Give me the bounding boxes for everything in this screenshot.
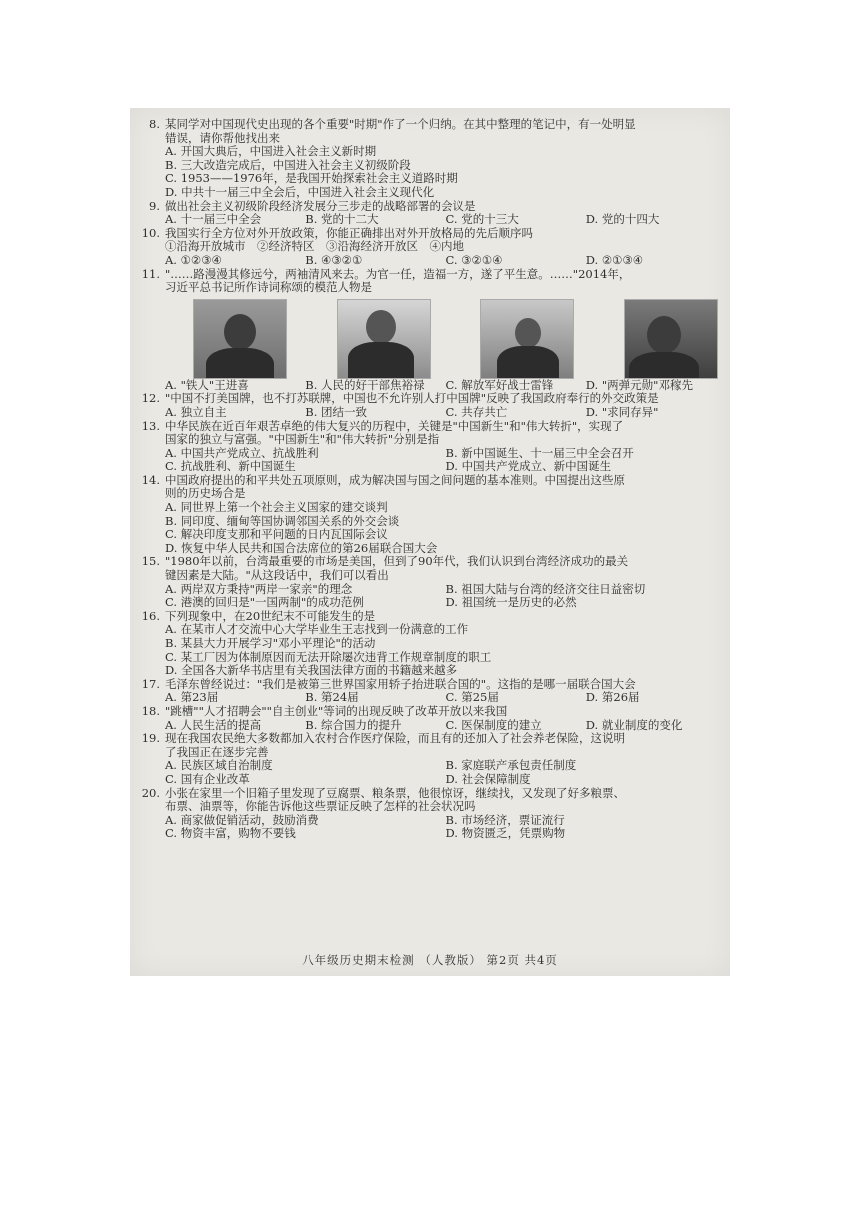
answer-options <box>165 447 726 474</box>
question <box>138 474 726 556</box>
answer-option: A. 人民生活的提高 <box>165 718 262 732</box>
question-body <box>165 678 726 705</box>
question-number: 19. <box>141 731 160 746</box>
question-body <box>165 200 726 227</box>
answer-option: D. 社会保障制度 <box>445 772 531 786</box>
answer-option: B. 家庭联产承包责任制度 <box>445 759 577 773</box>
answer-options <box>165 583 726 610</box>
answer-option: B. 祖国大陆与台湾的经济交往日益密切 <box>445 582 646 596</box>
question-number: 8. <box>149 117 160 131</box>
question <box>138 732 726 786</box>
portrait-photo-2 <box>337 299 431 379</box>
question-number: 9. <box>149 198 160 213</box>
question <box>138 420 726 474</box>
answer-option: C. 国有企业改革 <box>165 772 250 786</box>
question <box>138 392 726 419</box>
answer-option: C. 抗战胜利、新中国诞生 <box>165 460 296 474</box>
question-number: 18. <box>141 703 160 718</box>
portrait-shoulders <box>497 346 559 379</box>
question-body <box>165 732 726 786</box>
answer-options <box>165 145 726 199</box>
answer-options <box>165 814 726 841</box>
question-stem-line: "……路漫漫其修远兮，两袖清风来去。为官一任，造福一方，遂了平生意。……"2014年， <box>165 267 631 281</box>
question-stem-line: 现在我国农民绝大多数都加入农村合作医疗保险，而且有的还加入了社会养老保险，这说明 <box>165 732 625 746</box>
question-list <box>138 118 726 841</box>
question-number: 13. <box>141 418 160 433</box>
portrait-head <box>224 314 256 350</box>
question-stem-line: 习近平总书记所作诗词称颂的模范人物是 <box>165 281 372 295</box>
answer-option: C. 党的十三大 <box>445 213 519 227</box>
question <box>138 705 726 732</box>
answer-option: C. 解决印度支那和平问题的日内瓦国际会议 <box>165 528 388 542</box>
question-stem-line: 国家的独立与富强。"中国新生"和"伟大转折"分别是指 <box>165 433 440 447</box>
answer-options <box>165 213 726 227</box>
portrait-shoulders <box>206 348 274 379</box>
question <box>138 227 726 268</box>
question-stem-line: 某同学对中国现代史出现的各个重要"时期"作了一个归纳。在其中整理的笔记中，有一处明显 <box>165 118 636 131</box>
answer-option: B. 市场经济，票证流行 <box>445 813 565 827</box>
answer-option: B. 某县大力开展学习"邓小平理论"的活动 <box>165 637 376 650</box>
question-stem-line: 则的历史场合是 <box>165 487 246 501</box>
answer-option: B. 新中国诞生、十一届三中全会召开 <box>445 446 634 460</box>
answer-option: D. 党的十四大 <box>585 213 660 227</box>
answer-option: C. 医保制度的建立 <box>445 718 542 732</box>
question <box>138 787 726 841</box>
question-stem-line: 我国实行全方位对外开放政策，你能正确排出对外开放格局的先后顺序吗 <box>165 226 533 240</box>
answer-option: B. 三大改造完成后，中国进入社会主义初级阶段 <box>165 158 411 172</box>
question <box>138 678 726 705</box>
question-number: 16. <box>141 608 160 623</box>
question-number: 11. <box>141 266 160 281</box>
question-number: 15. <box>141 554 160 569</box>
answer-option: D. 中国共产党成立、新中国诞生 <box>445 460 612 474</box>
answer-option: A. ①②③④ <box>165 253 222 267</box>
portrait-head <box>366 310 396 344</box>
answer-options <box>165 379 726 393</box>
portrait-shoulders <box>629 352 699 379</box>
question <box>138 610 726 678</box>
answer-option: A. 同世界上第一个社会主义国家的建交谈判 <box>165 501 388 515</box>
question-stem-line: "跳槽""人才招聘会""自主创业"等词的出现反映了改革开放以来我国 <box>165 704 508 718</box>
question <box>138 268 726 393</box>
question-body <box>165 420 726 474</box>
portrait-photo-1 <box>193 299 287 379</box>
answer-options <box>165 501 726 555</box>
question-stem-line: 下列现象中，在20世纪末不可能发生的是 <box>165 609 376 623</box>
answer-option: D. "两弹元勋"邓稼先 <box>585 378 693 392</box>
question-body <box>165 118 726 200</box>
exam-page <box>130 108 730 976</box>
answer-option: C. 解放军好战士雷锋 <box>445 378 554 392</box>
answer-option: C. 1953——1976年，是我国开始探索社会主义道路时期 <box>165 172 458 186</box>
question-stem-line: "1980年以前，台湾最重要的市场是美国，但到了90年代，我们认识到台湾经济成功的最关 <box>165 555 629 569</box>
portrait-photo-3 <box>480 299 574 379</box>
portrait-shoulders <box>348 342 414 379</box>
question-body <box>165 268 726 393</box>
question-stem-line: 小张在家里一个旧箱子里发现了豆腐票、粮条票，他很惊讶，继续找，又发现了好多粮票、 <box>165 786 625 800</box>
answer-option: B. 团结一致 <box>305 405 368 419</box>
question-body <box>165 392 726 419</box>
question-stem-line: 中华民族在近百年艰苦卓绝的伟大复兴的历程中，关键是"中国新生"和"伟大转折"，实现了 <box>165 419 624 433</box>
answer-option: D. 恢复中华人民共和国合法席位的第26届联合国大会 <box>165 541 438 555</box>
answer-option: A. 两岸双方秉持"两岸一家亲"的理念 <box>165 582 353 596</box>
answer-options <box>165 691 726 705</box>
answer-option: D. 第26届 <box>585 691 640 705</box>
question <box>138 118 726 200</box>
question-body <box>165 227 726 268</box>
answer-option: D. 全国各大新华书店里有关我国法律方面的书籍越来越多 <box>165 664 458 678</box>
question-body <box>165 787 726 841</box>
answer-option: D. 物资匮乏，凭票购物 <box>445 827 566 841</box>
answer-option: A. 第23届 <box>165 691 219 705</box>
answer-option: B. 综合国力的提升 <box>305 718 402 732</box>
question-body <box>165 610 726 678</box>
answer-option: A. 十一届三中全会 <box>165 213 262 227</box>
question-stem-line: 中国政府提出的和平共处五项原则，成为解决国与国之间问题的基本准则。中国提出这些原 <box>165 473 625 487</box>
answer-option: B. ④③②① <box>305 253 363 267</box>
answer-option: A. "铁人"王进喜 <box>165 378 249 392</box>
answer-option: B. 人民的好干部焦裕禄 <box>305 378 425 392</box>
answer-option: B. 同印度、缅甸等国协调邻国关系的外交会谈 <box>165 514 400 528</box>
question-number: 10. <box>141 225 160 240</box>
question-number: 14. <box>141 472 160 487</box>
answer-option: D. 就业制度的变化 <box>585 718 683 732</box>
answer-options <box>165 759 726 786</box>
question-stem-line: "中国不打美国牌，也不打苏联牌，中国也不允许别人打中国牌"反映了我国政府奉行的外交政策是 <box>165 392 659 406</box>
answer-option: C. 第25届 <box>445 691 499 705</box>
portrait-photo-4 <box>624 299 718 379</box>
question <box>138 200 726 227</box>
question-stem-line: 毛泽东曾经说过："我们是被第三世界国家用轿子抬进联合国的"。这指的是哪一届联合国大会 <box>165 677 636 691</box>
question-number: 17. <box>141 676 160 691</box>
answer-option: A. 民族区域自治制度 <box>165 759 273 773</box>
question-stem-line: ①沿海开放城市 ②经济特区 ③沿海经济开放区 ④内地 <box>165 240 464 254</box>
answer-option: A. 在某市人才交流中心大学毕业生王志找到一份满意的工作 <box>165 623 469 637</box>
answer-options <box>165 254 726 268</box>
answer-option: A. 开国大典后，中国进入社会主义新时期 <box>165 145 377 159</box>
question <box>138 555 726 609</box>
question-number: 20. <box>141 785 160 800</box>
answer-option: D. 祖国统一是历史的必然 <box>445 596 577 610</box>
question-stem-line: 了我国正在逐步完善 <box>165 745 269 759</box>
question-body <box>165 474 726 556</box>
answer-options <box>165 623 726 677</box>
question-stem-line: 键因素是大陆。"从这段话中，我们可以看出 <box>165 569 389 583</box>
question-stem-line: 布票、油票等，你能告诉他这些票证反映了怎样的社会状况吗 <box>165 800 476 814</box>
answer-option: A. 商家做促销活动，鼓励消费 <box>165 813 319 827</box>
answer-option: D. 中共十一届三中全会后，中国进入社会主义现代化 <box>165 185 435 199</box>
question-body <box>165 555 726 609</box>
answer-option: C. 某工厂因为体制原因而无法开除屡次违背工作规章制度的职工 <box>165 650 492 664</box>
portrait-row <box>165 295 726 379</box>
answer-option: A. 独立自主 <box>165 405 227 419</box>
answer-options <box>165 719 726 733</box>
answer-option: C. 港澳的回归是"一国两制"的成功范例 <box>165 596 364 610</box>
answer-option: B. 第24届 <box>305 691 359 705</box>
question-stem-line: 错误，请你帮他找出来 <box>165 131 280 145</box>
question-body <box>165 705 726 732</box>
question-number: 12. <box>141 391 160 406</box>
portrait-head <box>515 318 541 348</box>
answer-option: C. 物资丰富，购物不要钱 <box>165 827 296 841</box>
answer-option: B. 党的十二大 <box>305 213 379 227</box>
answer-option: D. ②①③④ <box>585 253 644 267</box>
answer-option: A. 中国共产党成立、抗战胜利 <box>165 446 319 460</box>
question-stem-line: 做出社会主义初级阶段经济发展分三步走的战略部署的会议是 <box>165 199 476 213</box>
answer-options <box>165 406 726 420</box>
page-footer: 八年级历史期末检测 （人教版） 第2页 共4页 <box>302 953 558 967</box>
answer-option: C. ③②①④ <box>445 253 503 267</box>
answer-option: C. 共存共亡 <box>445 405 508 419</box>
answer-option: D. "求同存异" <box>585 405 659 419</box>
portrait-head <box>647 316 681 354</box>
